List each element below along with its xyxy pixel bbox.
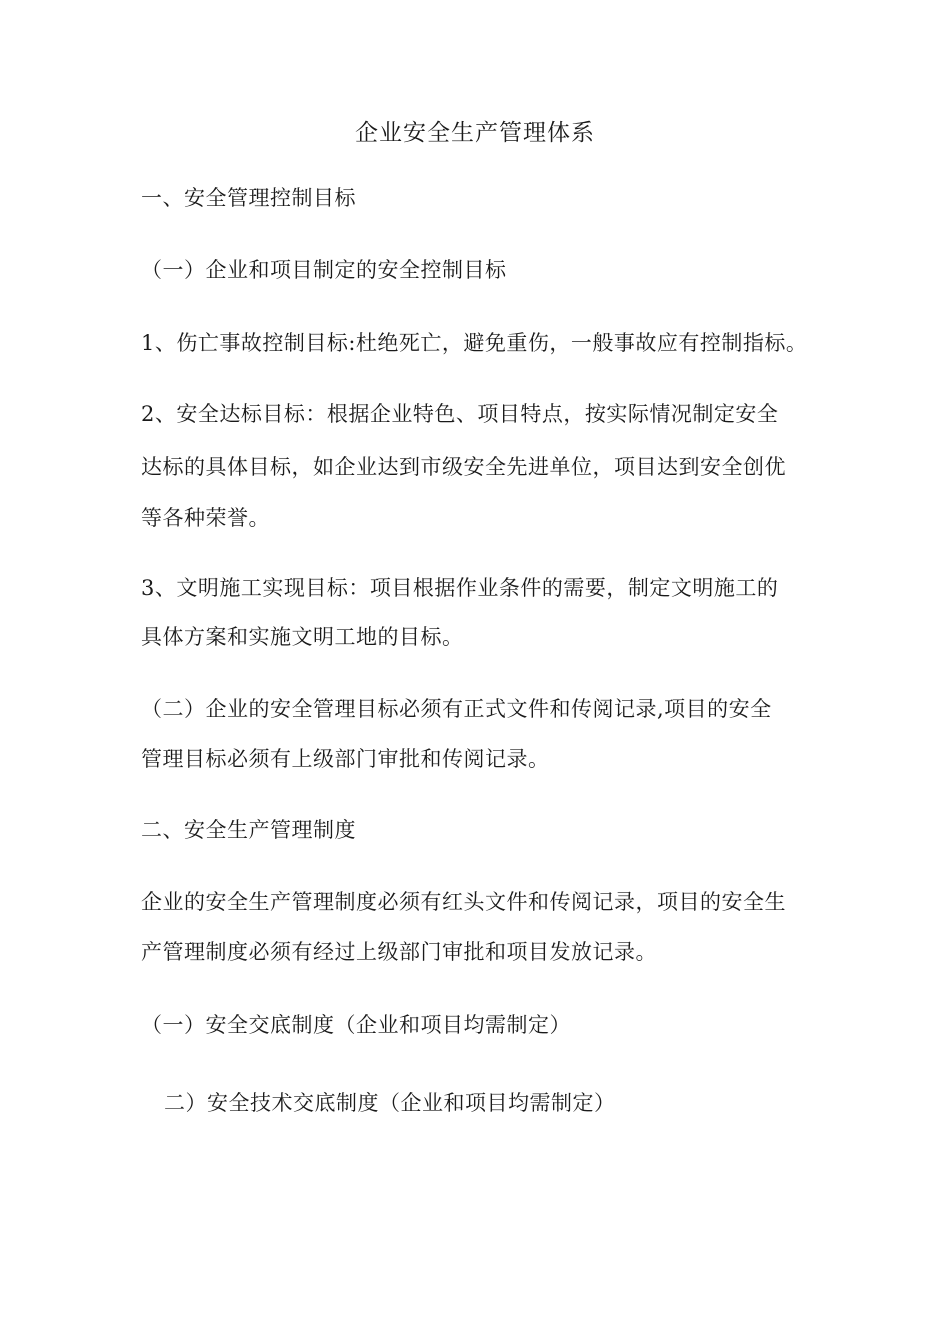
paragraph-line: 等各种荣誉。 <box>141 506 270 530</box>
subsection-heading-2-2: 二）安全技术交底制度（企业和项目均需制定） <box>164 1091 616 1115</box>
paragraph-line: （二）企业的安全管理目标必须有正式文件和传阅记录,项目的安全 <box>141 697 772 721</box>
section-heading-1: 一、安全管理控制目标 <box>141 186 356 210</box>
paragraph-line: 管理目标必须有上级部门审批和传阅记录。 <box>141 747 550 771</box>
section-heading-2: 二、安全生产管理制度 <box>141 818 356 842</box>
paragraph-line: 2、安全达标目标：根据企业特色、项目特点，按实际情况制定安全 <box>141 402 779 426</box>
paragraph-line: 具体方案和实施文明工地的目标。 <box>141 625 464 649</box>
paragraph-line: 达标的具体目标，如企业达到市级安全先进单位，项目达到安全创优 <box>141 455 786 479</box>
document-title: 企业安全生产管理体系 <box>355 120 595 146</box>
paragraph-line: 企业的安全生产管理制度必须有红头文件和传阅记录，项目的安全生 <box>141 890 786 914</box>
subsection-heading-2-1: （一）安全交底制度（企业和项目均需制定） <box>141 1013 571 1037</box>
paragraph-line: 产管理制度必须有经过上级部门审批和项目发放记录。 <box>141 940 657 964</box>
paragraph-line: 3、文明施工实现目标：项目根据作业条件的需要，制定文明施工的 <box>141 576 779 600</box>
paragraph-line: 1、伤亡事故控制目标:杜绝死亡，避免重伤，一般事故应有控制指标。 <box>141 331 808 355</box>
subsection-heading-1-1: （一）企业和项目制定的安全控制目标 <box>141 258 507 282</box>
